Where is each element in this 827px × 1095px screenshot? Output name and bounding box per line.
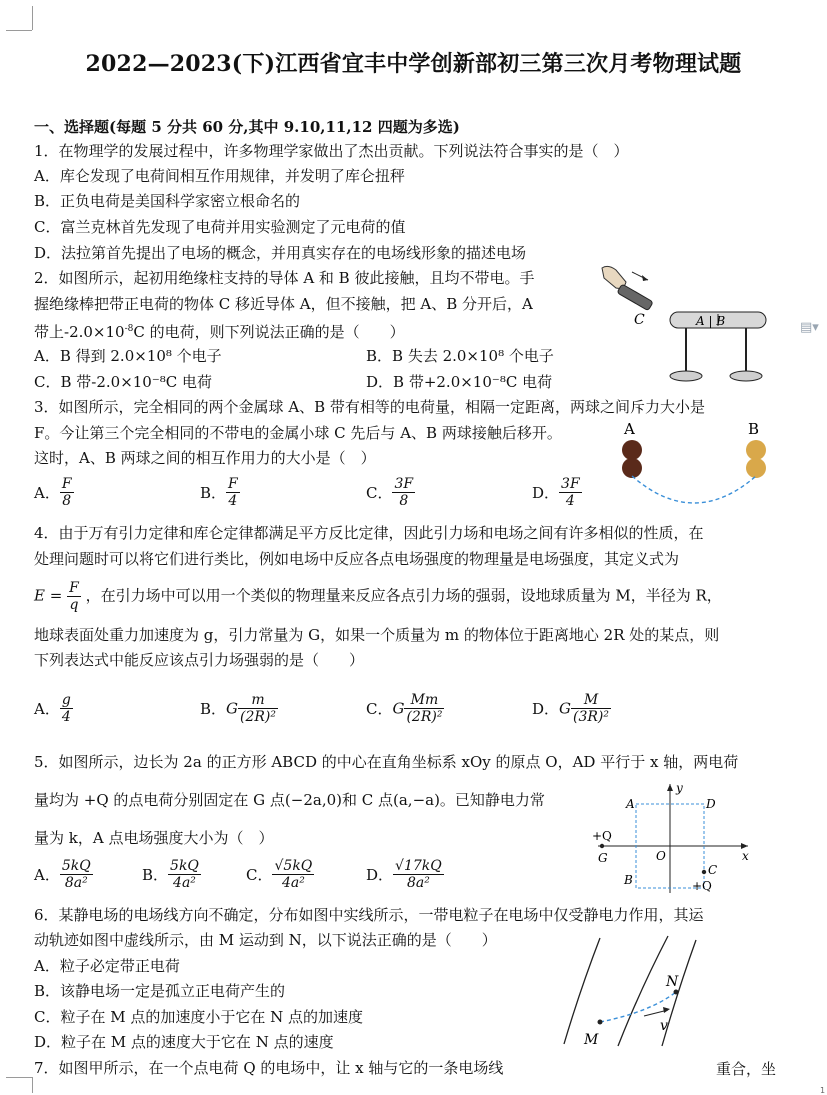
q1-option-a: A．库仑发现了电荷间相互作用规律，并发明了库仑扭秤 [34,167,405,185]
q3-label-a: A [624,420,635,438]
q3-line-1: 3．如图所示，完全相同的两个金属球 A、B 带有相等的电荷量，相隔一定距离，两球之间斥力大小是 [34,398,705,416]
corner-mark-bottom-left-v [32,1077,33,1093]
q5-option-a [34,858,93,891]
svg-text:x: x [742,849,749,863]
q3-option-label: B． [200,484,227,502]
q2-line-2: 握绝缘棒把带正电荷的物体 C 移近导体 A，但不接触，把 A、B 分开后，A [34,295,533,313]
field-line-1 [564,938,600,1044]
q4-option-label: B． [200,700,227,718]
q3-option-label: A． [34,484,60,502]
q4-option-a [34,692,73,725]
svg-text:A: A [626,797,635,811]
q1-option-c: C．富兰克林首先发现了电荷并用实验测定了元电荷的值 [34,218,406,236]
corner-mark-top-left [6,30,32,31]
q4-eq-fraction: $\frac{F}{q}$ [69,580,79,613]
svg-text:y: y [676,781,683,795]
svg-text:D: D [706,797,716,811]
q2-line-3 [34,319,405,342]
q5-line-1: 5．如图所示，边长为 2a 的正方形 ABCD 的中心在直角坐标系 xOy 的原点 O，AD 平行于 x 轴，两电荷 [34,753,739,771]
q2-line-3-a: 带上-2.0×10 [34,323,125,341]
q5-option-c [246,858,314,891]
q5-option-label: B． [142,866,169,884]
q3-option-label: D． [532,484,560,502]
q3-option-fraction: $\frac{3F}{4}$ [561,476,580,509]
q7-line-1: 7．如图甲所示，在一个点电荷 Q 的电场中，让 x 轴与它的一条电场线 [34,1059,504,1077]
q2-exponent: -8 [124,324,134,334]
document-margin-icon[interactable]: ▤▾ [800,320,819,335]
q4-option-prefix: G [226,699,239,718]
q4-eq-lhs: E = [34,586,63,605]
q4-option-fraction: $\frac{Mm}{\text{(2R)²}}$ [406,692,443,725]
q5-line-3: 量为 k，A 点电场强度大小为（ ） [34,829,274,847]
q3-option-fraction: $\frac{F}{8}$ [61,476,72,509]
q6-line-1: 6．某静电场的电场线方向不确定，分布如图中实线所示，一带电粒子在电场中仅受静电力作用，其运 [34,906,704,924]
q4-option-label: C． [366,700,393,718]
q3-label-b: B [748,420,760,438]
q4-option-c [366,692,444,725]
svg-text:G: G [598,851,608,865]
q1-option-b: B．正负电荷是美国科学家密立根命名的 [34,192,301,210]
q4-line-4: 地球表面处重力加速度为 g，引力常量为 G，如果一个质量为 m 的物体位于距离地心 2R 处的某点，则 [34,626,720,644]
q2-option-a: A．B 得到 2.0×10⁸ 个电子 [34,347,222,365]
q4-option-d [532,692,611,725]
q6-option-a: A．粒子必定带正电荷 [34,957,180,975]
hand-with-rod-icon [602,266,653,310]
q5-option-label: A． [34,866,60,884]
q6-option-b: B．该静电场一定是孤立正电荷产生的 [34,982,286,1000]
q2-line-1: 2．如图所示，起初用绝缘柱支持的导体 A 和 B 彼此接触，且均不带电。手 [34,269,535,287]
svg-text:+Q: +Q [592,829,612,843]
q4-option-fraction: $\frac{m}{\text{(2R)²}}$ [240,692,276,725]
q3-option-b [200,476,240,509]
fig-label-c: C [634,312,645,328]
q5-line-2: 量均为 +Q 的点电荷分别固定在 G 点(−2a,0)和 C 点(a,−a)。已知静电力常 [34,791,545,809]
ball-a-bottom [622,458,642,478]
q3-option-label: C． [366,484,393,502]
q3-option-d [532,476,582,509]
q2-option-d: D．B 带+2.0×10⁻⁸C 电荷 [366,373,553,391]
point-n [674,990,679,995]
q4-option-fraction: $\frac{M}{\text{(3R)²}}$ [573,692,609,725]
q5-option-fraction: $\frac{5kQ}{\text{4a²}}$ [170,858,199,891]
q4-option-prefix: G [559,699,572,718]
q5-option-fraction: $\frac{5kQ}{\text{8a²}}$ [61,858,91,891]
q4-line-2: 处理问题时可以将它们进行类比，例如电场中反应各点电场强度的物理量是电场强度，其定义式为 [34,550,680,568]
q5-option-fraction: $\frac{√5kQ}{\text{4a²}}$ [274,858,313,891]
q1-option-d: D．法拉第首先提出了电场的概念，并用真实存在的电场线形象的描述电场 [34,244,527,262]
page-number: 1 [820,1086,826,1095]
q2-option-c: C．B 带-2.0×10⁻⁸C 电荷 [34,373,213,391]
point-g [600,844,604,848]
point-m [598,1020,603,1025]
q4-option-b [200,692,278,725]
q3-option-a [34,476,74,509]
q3-line-3: 这时，A、B 两球之间的相互作用力的大小是（ ） [34,449,376,467]
q4-line-5: 下列表达式中能反应该点引力场强弱的是（ ） [34,651,365,669]
q6-line-2: 动轨迹如图中虚线所示，由 M 运动到 N，以下说法正确的是（ ） [34,931,497,949]
q7-line-1-end: 重合，坐 [716,1060,777,1078]
fig-label-ab: A | B [696,314,726,328]
point-c [702,870,706,874]
q5-option-fraction: $\frac{√17kQ}{\text{8a²}}$ [395,858,442,891]
ball-a-top [622,440,642,460]
q3-option-fraction: $\frac{F}{4}$ [228,476,238,509]
q3-line-2: F。今让第三个完全相同的不带电的金属小球 C 先后与 A、B 两球接触后移开。 [34,424,562,442]
svg-text:O: O [656,849,666,863]
svg-text:C: C [708,863,718,877]
q5-option-label: C． [246,866,273,884]
q2-figure [596,262,776,388]
corner-mark-top-left-v [32,6,33,30]
svg-text:+Q: +Q [692,879,712,893]
q6-option-d: D．粒子在 M 点的速度大于它在 N 点的速度 [34,1033,334,1051]
q3-option-fraction: $\frac{3F}{8}$ [394,476,414,509]
page-title: 2022—2023(下)江西省宜丰中学创新部初三第三次月考物理试题 [85,51,742,77]
q3-figure [612,418,782,510]
q4-line-3 [34,580,722,613]
q5-option-label: D． [366,866,394,884]
svg-text:N: N [666,974,679,990]
svg-text:B: B [624,873,633,887]
q2-line-3-b: C 的电荷，则下列说法正确的是（ ） [133,323,405,341]
q4-line-1: 4．由于万有引力定律和库仑定律都满足平方反比定律，因此引力场和电场之间有许多相似的性质，在 [34,524,704,542]
q3-option-c [366,476,415,509]
q5-option-b [142,858,201,891]
q4-option-prefix: G [392,699,405,718]
q5-option-d [366,858,444,891]
svg-text:M: M [584,1032,599,1048]
q4-line-3-text: ，在引力场中可以用一个类似的物理量来反应各点引力场的强弱，设地球质量为 M，半径为 R， [85,586,722,605]
q4-option-label: A． [34,700,60,718]
ball-b-top [746,440,766,460]
q2-option-b: B．B 失去 2.0×10⁸ 个电子 [366,347,554,365]
q4-option-label: D． [532,700,560,718]
svg-text:v: v [660,1018,668,1034]
q5-figure [588,778,760,898]
ball-b-bottom [746,458,766,478]
corner-mark-bottom-left [6,1077,32,1078]
q4-option-fraction: $\frac{g}{4}$ [61,692,71,725]
string-dashed [632,476,756,503]
q6-option-c: C．粒子在 M 点的加速度小于它在 N 点的加速度 [34,1008,364,1026]
q6-figure [560,930,710,1048]
q1-stem: 1．在物理学的发展过程中，许多物理学家做出了杰出贡献。下列说法符合事实的是（ ） [34,142,629,160]
section-heading: 一、选择题(每题 5 分共 60 分,其中 9.10,11,12 四题为多选) [34,118,460,136]
